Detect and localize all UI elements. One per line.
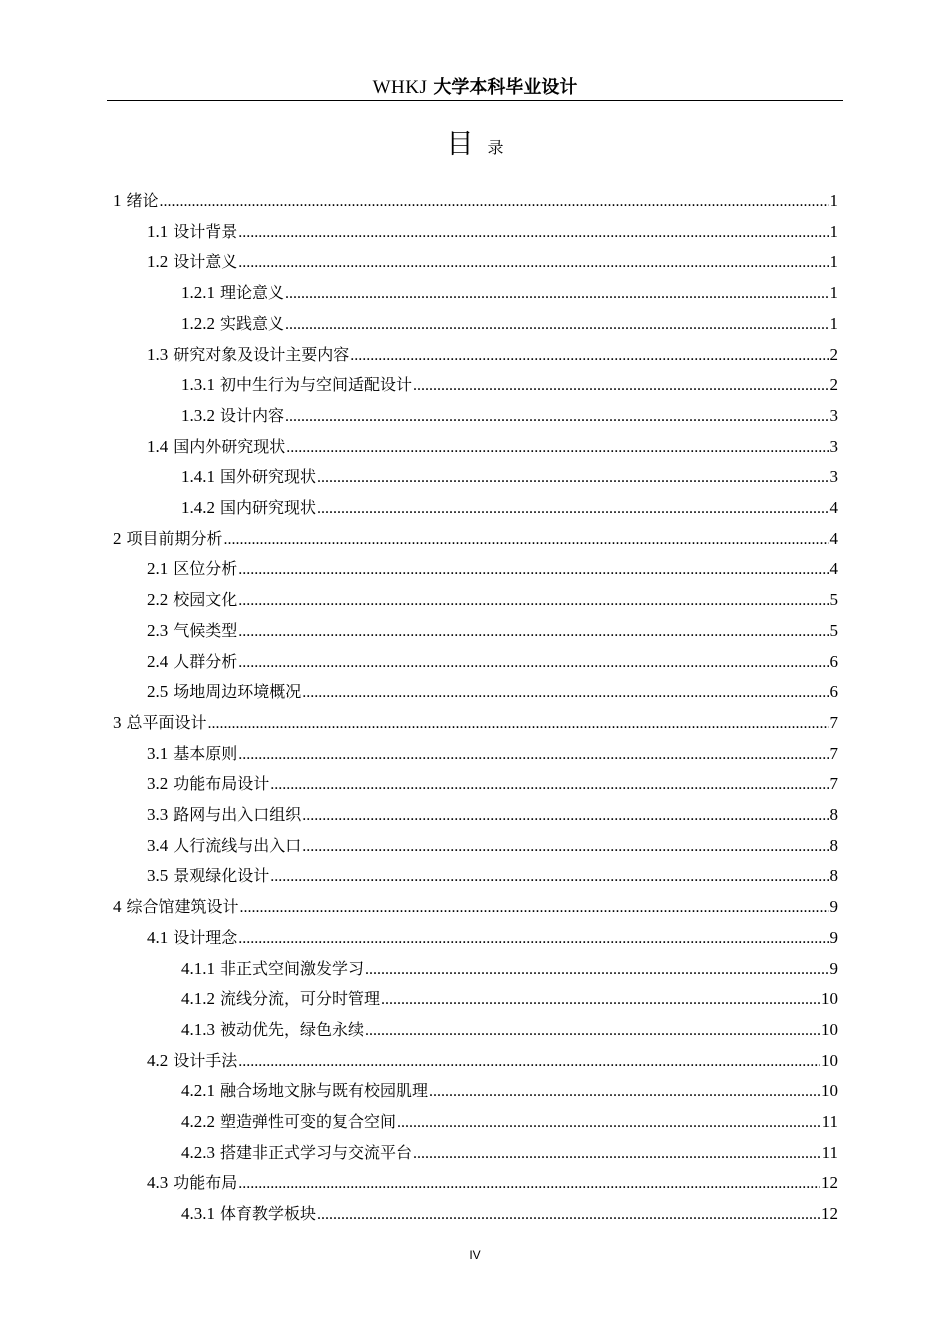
toc-entry-number: 1.3 <box>147 344 169 364</box>
toc-entry-number: 4.2.2 <box>181 1112 215 1131</box>
toc-entry[interactable] <box>113 708 838 738</box>
toc-entry[interactable] <box>147 800 838 830</box>
toc-entry-title: 设计手法 <box>173 1050 238 1070</box>
toc-heading <box>0 122 950 161</box>
toc-heading-char-1: 目 <box>446 129 474 160</box>
toc-dot-leader <box>238 1046 820 1077</box>
toc-entry-title: 国内外研究现状 <box>173 436 286 456</box>
toc-entry-title: 综合馆建筑设计 <box>126 897 239 917</box>
toc-entry-page: 2 <box>829 344 838 364</box>
toc-dot-leader <box>317 1199 820 1230</box>
toc-entry-page: 1 <box>829 221 838 241</box>
toc-entry-page: 9 <box>829 927 838 947</box>
toc-entry-page: 10 <box>821 1019 838 1039</box>
toc-entry-title: 路网与出入口组织 <box>173 805 302 824</box>
toc-dot-leader <box>365 1015 820 1046</box>
toc-dot-leader <box>238 247 828 278</box>
toc-dot-leader <box>285 401 828 432</box>
toc-entry-title: 设计意义 <box>173 252 238 272</box>
toc-entry-page: 9 <box>829 897 838 917</box>
toc-entry-page: 1 <box>829 313 838 333</box>
toc-entry[interactable] <box>181 1076 838 1106</box>
toc-entry[interactable] <box>181 309 838 339</box>
toc-entry[interactable] <box>147 432 838 462</box>
toc-entry-title: 区位分析 <box>173 559 238 579</box>
toc-entry-number: 4.2.3 <box>181 1142 215 1162</box>
toc-entry-number: 2.2 <box>147 590 169 610</box>
toc-entry[interactable] <box>181 401 838 431</box>
toc-entry-page: 7 <box>829 712 838 732</box>
toc-dot-leader <box>413 370 828 401</box>
toc-entry-title: 理论意义 <box>220 283 285 303</box>
toc-entry[interactable] <box>147 923 838 953</box>
header-rule <box>107 100 843 101</box>
toc-dot-leader <box>397 1107 821 1138</box>
toc-entry-page: 8 <box>829 805 838 824</box>
toc-entry-title: 人行流线与出入口 <box>173 835 302 855</box>
toc-entry-title: 基本原则 <box>173 743 238 763</box>
toc-entry-title: 设计背景 <box>173 221 238 241</box>
toc-entry-number: 4.1.3 <box>181 1019 215 1039</box>
toc-entry-number: 3.3 <box>147 805 169 824</box>
toc-dot-leader <box>238 616 828 647</box>
toc-dot-leader <box>302 677 828 708</box>
toc-dot-leader <box>302 831 828 862</box>
toc-dot-leader <box>285 309 828 340</box>
toc-entry-page: 10 <box>821 1081 838 1101</box>
toc-dot-leader <box>429 1076 820 1107</box>
toc-entry-number: 4.1 <box>147 927 169 947</box>
toc-dot-leader <box>238 739 828 770</box>
toc-entry[interactable] <box>147 647 838 677</box>
toc-entry-page: 2 <box>829 375 838 395</box>
toc-entry-title: 设计理念 <box>173 927 238 947</box>
toc-entry-page: 4 <box>829 528 838 548</box>
toc-entry[interactable] <box>181 1107 838 1137</box>
toc-entry-number: 2.1 <box>147 559 169 579</box>
toc-entry-page: 5 <box>829 620 838 640</box>
toc-entry-number: 4.3.1 <box>181 1204 215 1224</box>
toc-entry-page: 8 <box>829 835 838 855</box>
toc-entry-title: 人群分析 <box>173 651 238 671</box>
toc-entry-number: 4.2 <box>147 1050 169 1070</box>
toc-entry[interactable] <box>147 831 838 861</box>
page-header <box>107 74 843 100</box>
toc-entry-page: 1 <box>829 283 838 303</box>
toc-dot-leader <box>160 186 829 217</box>
toc-entry-page: 7 <box>829 743 838 763</box>
toc-entry-page: 1 <box>829 191 838 210</box>
toc-entry-page: 3 <box>829 436 838 456</box>
toc-entry-title: 融合场地文脉与既有校园肌理 <box>220 1081 429 1101</box>
toc-entry-page: 12 <box>821 1204 838 1224</box>
toc-entry-title: 研究对象及设计主要内容 <box>173 344 350 364</box>
toc-entry[interactable] <box>147 739 838 769</box>
toc-entry-page: 6 <box>829 651 838 671</box>
toc-dot-leader <box>238 1168 820 1199</box>
toc-entry-page: 8 <box>829 866 838 886</box>
toc-entry-page: 3 <box>829 405 838 425</box>
toc-entry-page: 6 <box>829 682 838 702</box>
toc-entry[interactable] <box>147 616 838 646</box>
toc-entry-number: 1.2 <box>147 252 169 272</box>
toc-entry-number: 3.4 <box>147 835 169 855</box>
toc-entry-title: 实践意义 <box>220 313 285 333</box>
toc-entry-number: 1.3.2 <box>181 405 215 425</box>
toc-entry[interactable] <box>147 340 838 370</box>
toc-entry-title: 体育教学板块 <box>220 1204 317 1224</box>
toc-entry-number: 4.3 <box>147 1173 169 1193</box>
toc-entry-number: 1 <box>113 191 122 210</box>
toc-entry[interactable] <box>147 1046 838 1076</box>
toc-dot-leader <box>317 493 828 524</box>
page-number: IV <box>469 1248 481 1262</box>
toc-dot-leader <box>270 769 828 800</box>
toc-entry[interactable] <box>147 554 838 584</box>
toc-entry-number: 1.4.2 <box>181 498 215 517</box>
toc-entry-page: 10 <box>821 1050 838 1070</box>
toc-entry-number: 1.3.1 <box>181 375 215 395</box>
toc-entry[interactable] <box>181 462 838 492</box>
toc-dot-leader <box>413 1138 821 1169</box>
toc-entry[interactable] <box>181 370 838 400</box>
toc-entry[interactable] <box>113 524 838 554</box>
toc-entry-title: 初中生行为与空间适配设计 <box>220 375 413 395</box>
toc-dot-leader <box>270 861 828 892</box>
toc-entry[interactable] <box>181 493 838 523</box>
toc-entry-page: 4 <box>829 559 838 579</box>
toc-entry-page: 10 <box>821 989 838 1009</box>
toc-entry-number: 4.1.1 <box>181 958 215 978</box>
toc-entry-title: 国内研究现状 <box>220 498 317 517</box>
toc-entry-title: 气候类型 <box>173 620 238 640</box>
toc-entry[interactable] <box>147 585 838 615</box>
toc-entry-page: 7 <box>829 774 838 794</box>
toc-entry-number: 2.5 <box>147 682 169 702</box>
toc-dot-leader <box>381 984 820 1015</box>
toc-entry-title: 场地周边环境概况 <box>173 682 302 702</box>
toc-entry-page: 9 <box>829 958 838 978</box>
toc-heading-char-2: 录 <box>487 138 504 157</box>
toc-entry-title: 项目前期分析 <box>126 528 223 548</box>
toc-entry-page: 11 <box>821 1112 838 1131</box>
toc-dot-leader <box>238 923 828 954</box>
toc-entry-title: 搭建非正式学习与交流平台 <box>220 1142 413 1162</box>
toc-entry[interactable] <box>147 247 838 277</box>
toc-entry-number: 1.4 <box>147 436 169 456</box>
toc-entry[interactable] <box>181 984 838 1014</box>
toc-dot-leader <box>317 462 828 493</box>
header-prefix: WHKJ <box>372 77 428 98</box>
toc-entry[interactable] <box>181 1199 838 1229</box>
toc-entry[interactable] <box>181 1015 838 1045</box>
toc-entry[interactable] <box>147 1168 838 1198</box>
toc-entry-number: 3 <box>113 712 122 732</box>
toc-entry[interactable] <box>181 1138 838 1168</box>
toc-entry-number: 3.1 <box>147 743 169 763</box>
toc-entry-number: 2.4 <box>147 651 169 671</box>
toc-entry-title: 塑造弹性可变的复合空间 <box>220 1112 397 1131</box>
toc-entry-number: 4 <box>113 897 122 917</box>
toc-entry-title: 设计内容 <box>220 405 285 425</box>
toc-dot-leader <box>350 340 828 371</box>
toc-entry-title: 总平面设计 <box>126 712 207 732</box>
toc-entry-number: 3.5 <box>147 866 169 886</box>
toc-entry-number: 4.1.2 <box>181 989 215 1009</box>
toc-dot-leader <box>238 217 828 248</box>
toc-entry-number: 4.2.1 <box>181 1081 215 1101</box>
toc-entry-title: 非正式空间激发学习 <box>220 958 365 978</box>
toc-entry-title: 功能布局设计 <box>173 774 270 794</box>
toc-dot-leader <box>285 278 828 309</box>
toc-entry[interactable] <box>181 278 838 308</box>
toc-entry[interactable] <box>113 186 838 216</box>
toc-entry-page: 12 <box>821 1173 838 1193</box>
toc-entry-title: 校园文化 <box>173 590 238 610</box>
toc-entry-number: 1.4.1 <box>181 467 215 487</box>
toc-entry-number: 3.2 <box>147 774 169 794</box>
toc-entry[interactable] <box>147 217 838 247</box>
toc-entry-page: 1 <box>829 252 838 272</box>
toc-entry-number: 2 <box>113 528 122 548</box>
toc-dot-leader <box>238 647 828 678</box>
toc-entry[interactable] <box>147 769 838 799</box>
toc-entry-title: 被动优先，绿色永续 <box>220 1019 365 1039</box>
toc-dot-leader <box>208 708 829 739</box>
toc-entry[interactable] <box>181 954 838 984</box>
toc-entry-page: 11 <box>821 1142 838 1162</box>
toc-entry-page: 4 <box>829 498 838 517</box>
toc-dot-leader <box>224 524 829 555</box>
toc-entry-title: 流线分流，可分时管理 <box>220 989 381 1009</box>
toc-entry[interactable] <box>113 892 838 922</box>
toc-entry-title: 功能布局 <box>173 1173 238 1193</box>
toc-dot-leader <box>238 585 828 616</box>
toc-entry-page: 3 <box>829 467 838 487</box>
header-title: 大学本科毕业设计 <box>433 77 578 98</box>
toc-entry[interactable] <box>147 677 838 707</box>
toc-entry-title: 绪论 <box>126 191 159 210</box>
toc-dot-leader <box>302 800 828 831</box>
toc-entry-title: 景观绿化设计 <box>173 866 270 886</box>
toc-entry-number: 1.1 <box>147 221 169 241</box>
toc-dot-leader <box>286 432 828 463</box>
toc-entry-number: 1.2.1 <box>181 283 215 303</box>
toc-dot-leader <box>365 954 828 985</box>
toc-entry-number: 1.2.2 <box>181 313 215 333</box>
toc-entry-page: 5 <box>829 590 838 610</box>
toc-dot-leader <box>240 892 829 923</box>
toc-entry[interactable] <box>147 861 838 891</box>
toc-dot-leader <box>238 554 828 585</box>
toc-entry-number: 2.3 <box>147 620 169 640</box>
toc-entry-title: 国外研究现状 <box>220 467 317 487</box>
